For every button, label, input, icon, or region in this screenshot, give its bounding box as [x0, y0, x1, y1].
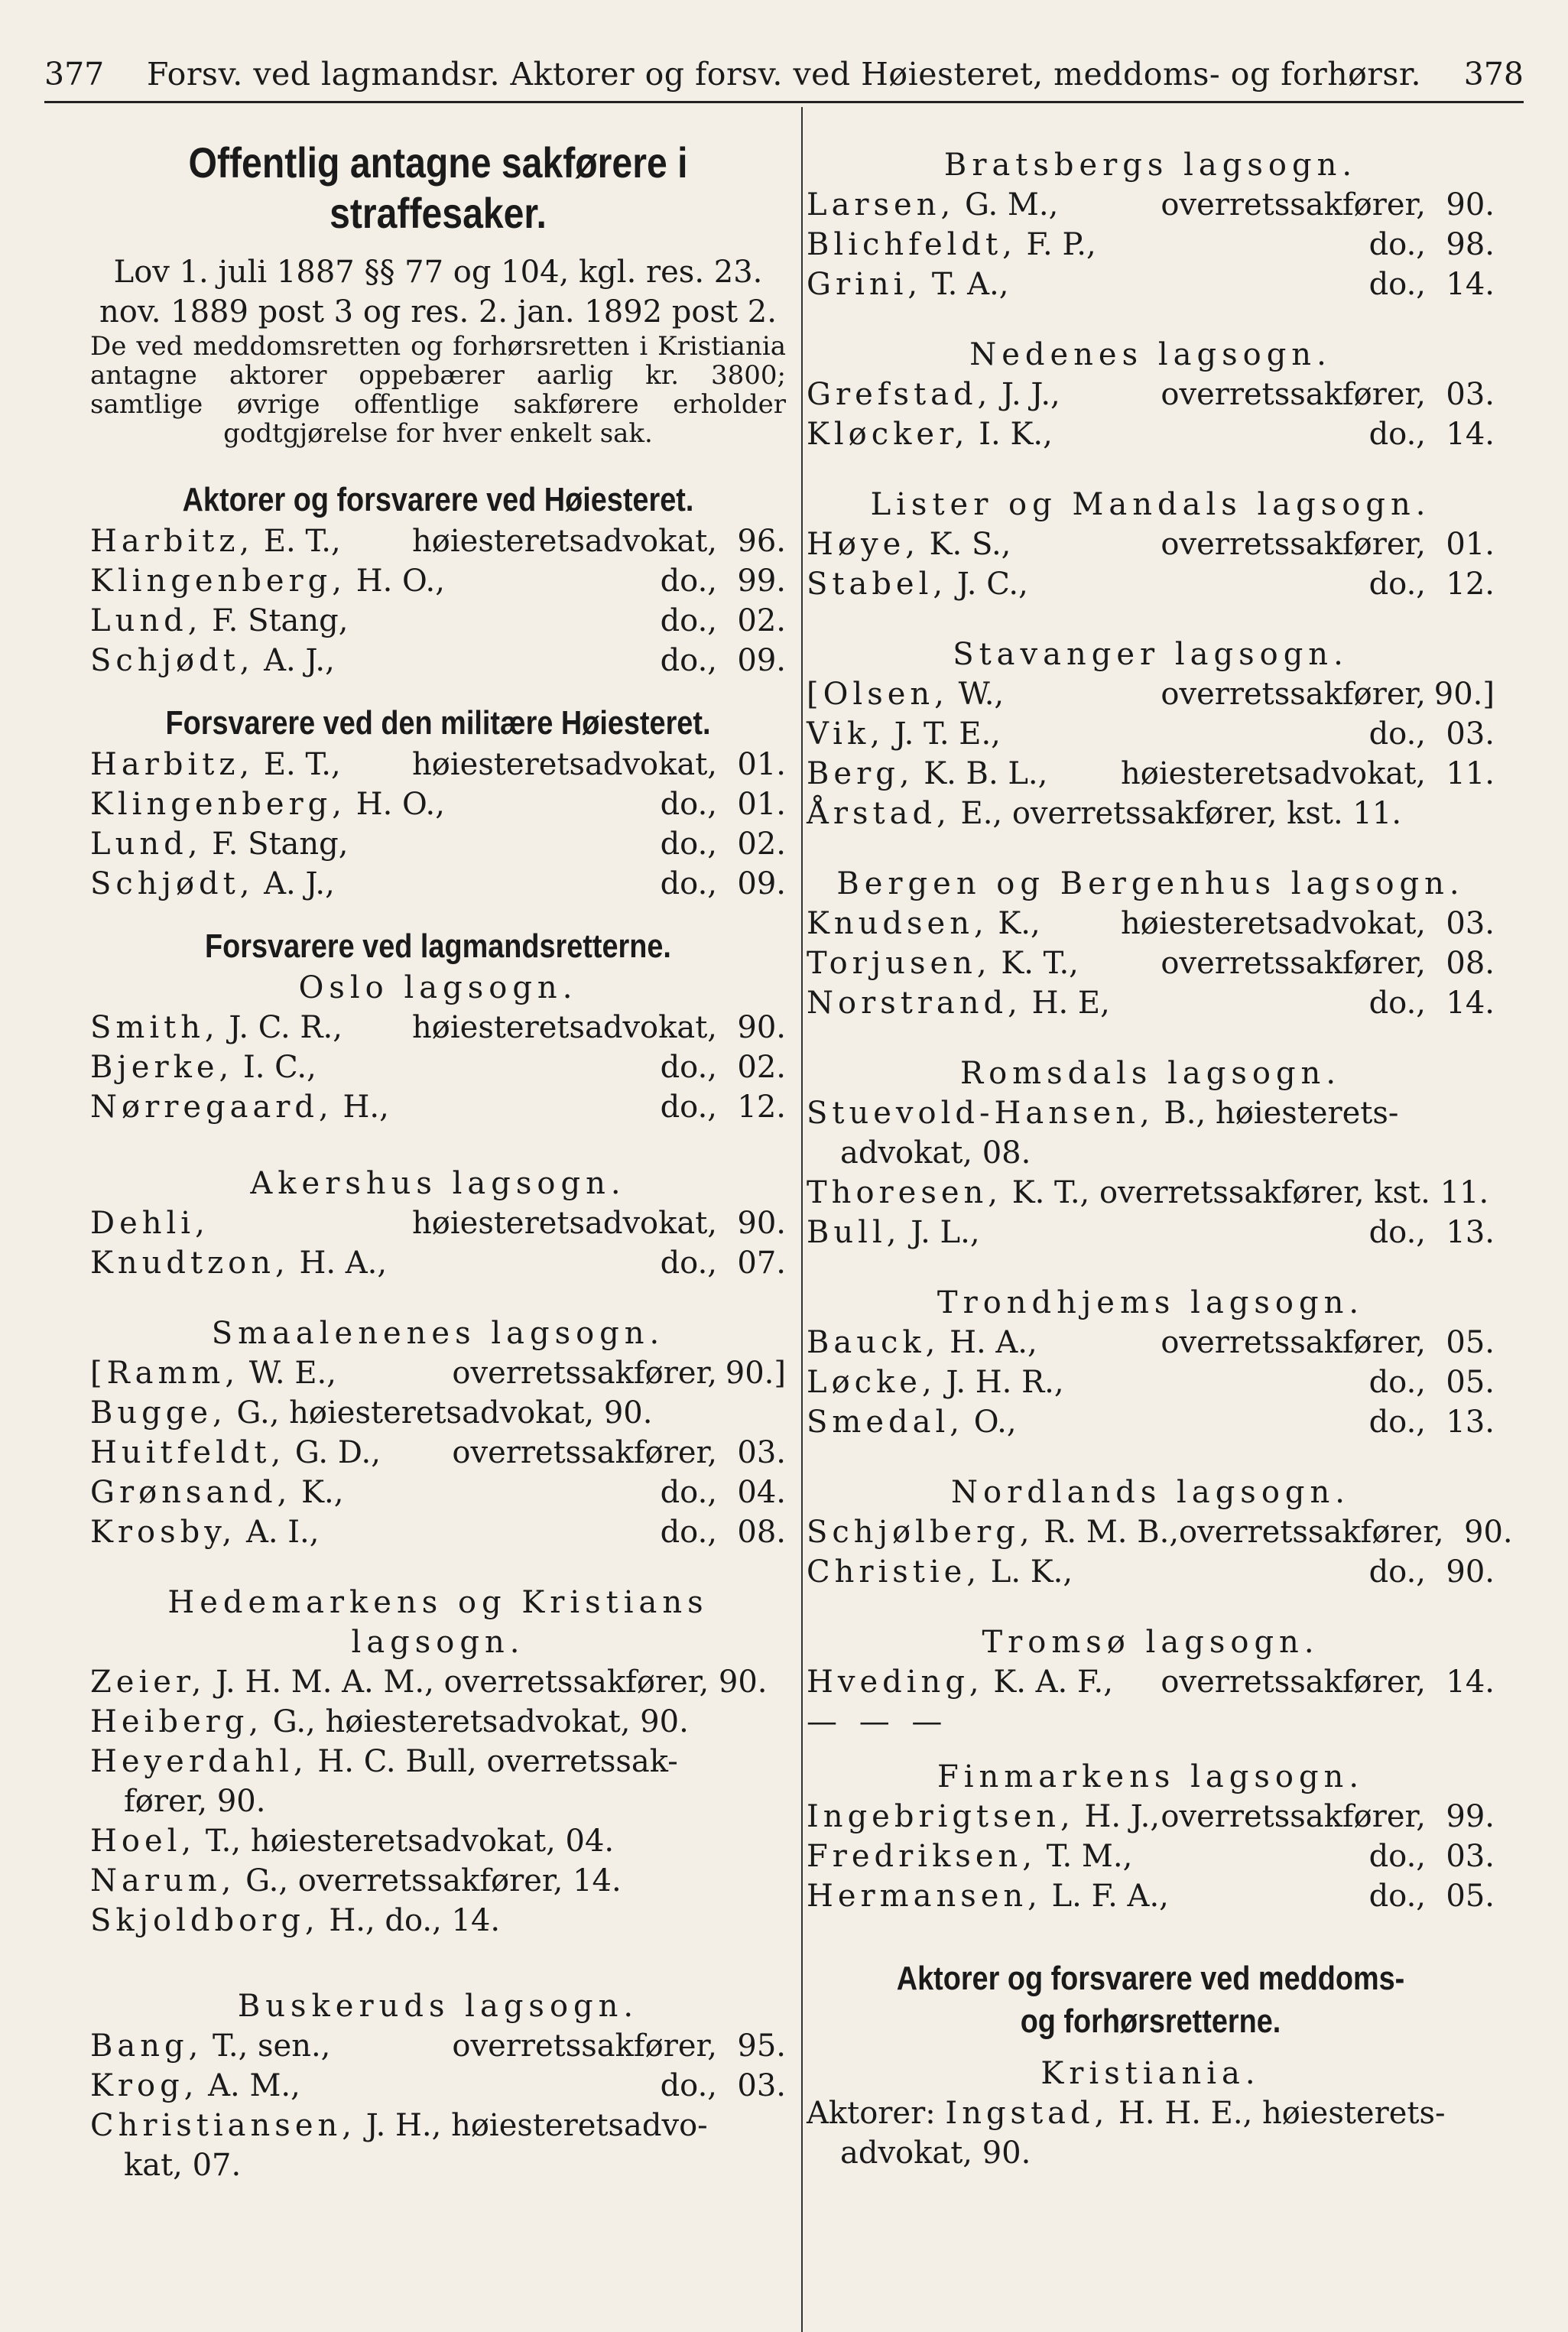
section-heading-meddoms: Aktorer og forsvarere ved meddoms- og forhørsretterne.	[896, 1960, 1405, 2040]
column-divider	[801, 107, 803, 2332]
list-item: Klingenberg, H. O., do., 01.	[90, 787, 786, 822]
right-page-number: 378	[1463, 56, 1524, 93]
list-item: Kløcker, I. K., do., 14.	[807, 417, 1495, 452]
list-item: Aktorer: Ingstad, H. H. E., høiesterets- advokat, 90.	[807, 2096, 1446, 2171]
list-item: Blichfeldt, F. P., do., 98.	[807, 227, 1495, 262]
list-item: Lund, F. Stang, do., 02.	[90, 827, 786, 862]
list-item: Krog, A. M., do., 03.	[90, 2068, 786, 2103]
list-item: Krosby, A. I., do., 08.	[90, 1515, 786, 1550]
district-heading-bratsbergs: Bratsbergs lagsogn.	[943, 148, 1358, 183]
list-item: Hveding, K. A. F., overretssakfører, 14.	[807, 1665, 1495, 1700]
list-item: [Olsen, W., overretssakfører, 90.]	[807, 677, 1495, 712]
list-item: Heiberg, G., høiesteretsadvokat, 90.	[90, 1704, 689, 1739]
list-item: Bauck, H. A., overretssakfører, 05.	[807, 1325, 1495, 1360]
section-separator: — — —	[807, 1704, 949, 1739]
running-title: Forsv. ved lagmandsr. Aktorer og forsv. ved Høiesteret, meddoms- og forhørsr.	[146, 56, 1422, 93]
main-heading: Offentlig antagne sakførere i straffesaker.	[188, 138, 688, 237]
section-heading-militaere: Forsvarere ved den militære Høiesteret.	[165, 704, 711, 742]
list-item: Knudtzon, H. A., do., 07.	[90, 1246, 786, 1281]
left-column	[90, 138, 786, 2185]
list-item: Norstrand, H. E, do., 14.	[807, 986, 1495, 1021]
list-item: Hoel, T., høiesteretsadvokat, 04.	[90, 1824, 615, 1859]
list-item: Larsen, G. M., overretssakfører, 90.	[807, 187, 1495, 222]
list-item: Christie, L. K., do., 90.	[807, 1554, 1495, 1590]
law-reference: Lov 1. juli 1887 §§ 77 og 104, kgl. res. 23. nov. 1889 post 3 og res. 2. jan. 1892 post 2.	[99, 255, 777, 330]
city-heading-kristiania: Kristiania.	[1040, 2056, 1261, 2091]
district-heading-hedemarkens: Hedemarkens og Kristians lagsogn.	[167, 1585, 709, 1660]
list-item: Torjusen, K. T., overretssakfører, 08.	[807, 946, 1495, 981]
list-item: Fredriksen, T. M., do., 03.	[807, 1839, 1495, 1874]
right-column	[807, 145, 1513, 2173]
list-item: Bang, T., sen., overretssakfører, 95.	[90, 2028, 786, 2064]
list-item: Bjerke, I. C., do., 02.	[90, 1050, 786, 1085]
page-header	[44, 47, 1524, 103]
list-item: Stabel, J. C., do., 12.	[807, 567, 1495, 602]
list-item: Smith, J. C. R., høiesteretsadvokat, 90.	[90, 1010, 786, 1045]
list-item: Schjødt, A. J., do., 09.	[90, 866, 786, 901]
district-heading-smaalenenes: Smaalenenes lagsogn.	[211, 1316, 665, 1351]
list-item: Zeier, J. H. M. A. M., overretssakfører, 90.	[90, 1665, 768, 1700]
list-item: Harbitz, E. T., høiesteretsadvokat, 96.	[90, 524, 786, 559]
district-heading-stavanger: Stavanger lagsogn.	[953, 637, 1349, 672]
district-heading-bergen: Bergen og Bergenhus lagsogn.	[836, 866, 1465, 901]
salary-note: De ved meddomsretten og forhørsretten i Kristiania antagne aktorer oppebærer aarlig kr. 3800; samtlige øvrige offentlige sakførere erholder godtgjørelse for hver enkelt sak.	[90, 331, 786, 449]
district-heading-nordlands: Nordlands lagsogn.	[951, 1475, 1350, 1510]
list-item: Bugge, G., høiesteretsadvokat, 90.	[90, 1395, 653, 1431]
district-heading-oslo: Oslo lagsogn.	[298, 970, 578, 1005]
list-item: Huitfeldt, G. D., overretssakfører, 03.	[90, 1435, 786, 1470]
list-item: Schjødt, A. J., do., 09.	[90, 643, 786, 678]
left-page-number: 377	[44, 56, 105, 93]
list-item: Grini, T. A., do., 14.	[807, 267, 1495, 302]
district-heading-trondhjems: Trondhjems lagsogn.	[937, 1285, 1365, 1320]
district-heading-finmarkens: Finmarkens lagsogn.	[937, 1759, 1365, 1794]
list-item: Dehli, høiesteretsadvokat, 90.	[90, 1206, 786, 1241]
list-item: Klingenberg, H. O., do., 99.	[90, 564, 786, 599]
list-item: Årstad, E., overretssakfører, kst. 11.	[807, 796, 1402, 831]
list-item: Schjølberg, R. M. B., overretssakfører, 90.	[807, 1515, 1513, 1550]
list-item: Smedal, O., do., 13.	[807, 1405, 1495, 1440]
list-item: Thoresen, K. T., overretssakfører, kst. 11.	[807, 1175, 1489, 1210]
district-heading-akershus: Akershus lagsogn.	[250, 1166, 626, 1201]
district-heading-romsdals: Romsdals lagsogn.	[959, 1056, 1342, 1091]
list-item: Skjoldborg, H., do., 14.	[90, 1903, 501, 1938]
section-heading-hoiesteret: Aktorer og forsvarere ved Høiesteret.	[182, 481, 694, 518]
list-item: Harbitz, E. T., høiesteretsadvokat, 01.	[90, 747, 786, 782]
list-item: Knudsen, K., høiesteretsadvokat, 03.	[807, 906, 1495, 941]
list-item: Heyerdahl, H. C. Bull, overretssak- fører, 90.	[90, 1744, 678, 1819]
list-hoiesteret	[90, 521, 786, 680]
list-item: Grefstad, J. J., overretssakfører, 03.	[807, 377, 1495, 412]
list-item: Grønsand, K., do., 04.	[90, 1475, 786, 1510]
section-heading-lagmandsretterne: Forsvarere ved lagmandsretterne.	[205, 927, 671, 965]
list-item: Bull, J. L., do., 13.	[807, 1215, 1495, 1250]
list-item: Christiansen, J. H., høiesteretsadvo- kat, 07.	[90, 2108, 708, 2183]
district-heading-buskeruds: Buskeruds lagsogn.	[237, 1989, 639, 2024]
list-item: [Ramm, W. E., overretssakfører, 90.]	[90, 1356, 786, 1391]
list-item: Stuevold-Hansen, B., høiesterets- advokat, 08.	[807, 1096, 1399, 1171]
list-item: Hermansen, L. F. A., do., 05.	[807, 1879, 1495, 1914]
district-heading-tromso: Tromsø lagsogn.	[982, 1625, 1320, 1660]
district-heading-nedenes: Nedenes lagsogn.	[969, 337, 1332, 372]
list-item: Narum, G., overretssakfører, 14.	[90, 1863, 622, 1898]
list-item: Vik, J. T. E., do., 03.	[807, 716, 1495, 752]
list-item: Høye, K. S., overretssakfører, 01.	[807, 527, 1495, 562]
list-item: Løcke, J. H. R., do., 05.	[807, 1365, 1495, 1400]
list-militaere	[90, 745, 786, 904]
district-heading-lister: Lister og Mandals lagsogn.	[870, 487, 1431, 522]
list-item: Nørregaard, H., do., 12.	[90, 1090, 786, 1125]
list-item: Lund, F. Stang, do., 02.	[90, 603, 786, 638]
list-item: Ingebrigtsen, H. J., overretssakfører, 99.	[807, 1799, 1495, 1834]
list-item: Berg, K. B. L., høiesteretsadvokat, 11.	[807, 756, 1495, 791]
